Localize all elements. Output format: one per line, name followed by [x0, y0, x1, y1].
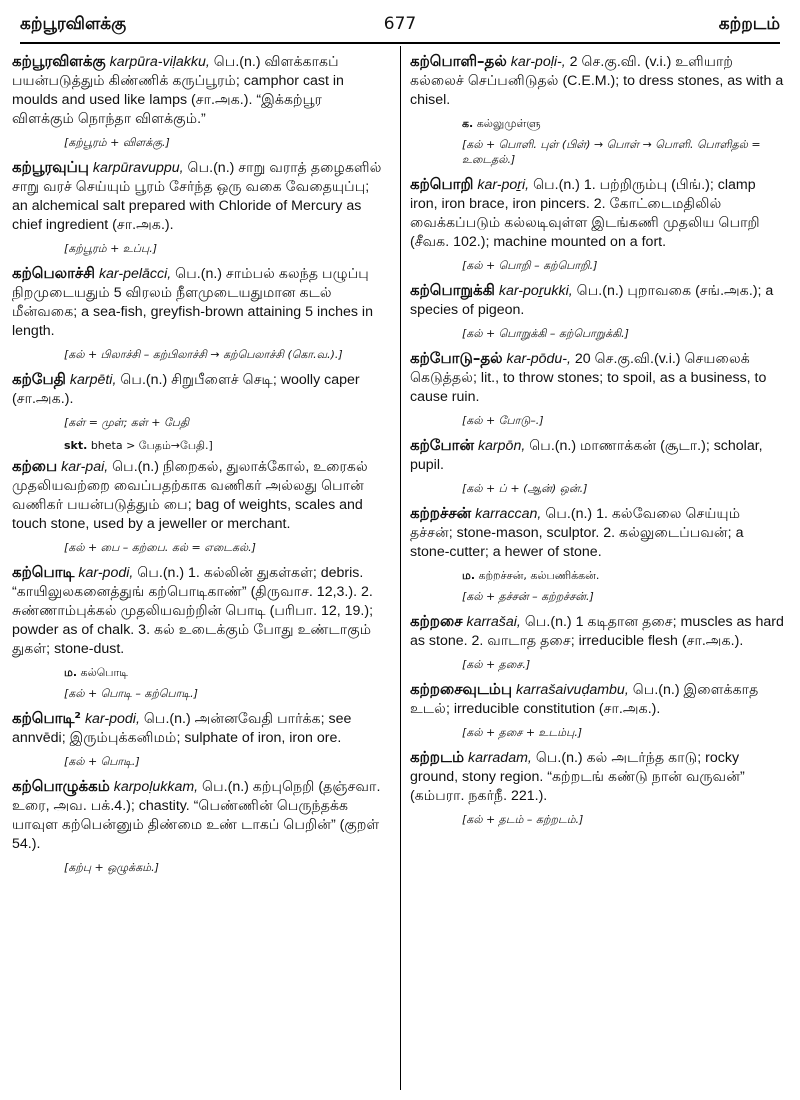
entry-definition: பெ.(n.) கற்புநெறி (தஞ்சவா. உரை, அவ. பக்.4.); chastity. “பெண்ணின் பெருந்தக்க யாவுள கற்பென்னும் திண்மை உண் டாகப் பெறின்” (குறள் 54.).: [12, 779, 381, 852]
entry-transliteration: kar-pōdu-,: [506, 351, 571, 367]
dictionary-entry: [12, 563, 386, 659]
dictionary-entry: [12, 264, 386, 341]
entry-transliteration: karrašai,: [466, 614, 521, 630]
entry-transliteration: kar-pai,: [61, 459, 109, 475]
dictionary-entry: [12, 457, 386, 534]
entry-definition: பெ.(n.) சாறு வராத் தழைகளில் சாறு வரச் செய்யும் பூரம் சேர்ந்த ஒரு வகை வேதையுப்பு; an alchemical salt prepared with Chloride of Mercury as chief ingredient (சா.அக.).: [12, 160, 382, 233]
left-guide-word: கற்பூரவிளக்கு: [20, 14, 127, 34]
entry-definition: பெ.(n.) கல் அடர்ந்த காடு; rocky ground, stony region. “கற்றடங் கண்டு நான் வருவன்” (கம்பரா. நகர்நீ. 221.).: [410, 750, 745, 804]
entry-definition: பெ.(n.) இளைக்காத உடல்; irreducible constitution (சா.அக.).: [410, 682, 759, 717]
language-label: skt.: [64, 439, 88, 452]
entry-definition: பெ.(n.) சிறுபீளைச் செடி; woolly caper (சா.அக.).: [12, 372, 360, 407]
entry-etymology: [கல் + ப் + (ஆன்) ஒன்.]: [462, 482, 588, 495]
language-label: ம.: [64, 666, 78, 679]
entry-cognate-note: [462, 568, 784, 583]
entry-transliteration: kar-poṟi,: [477, 177, 530, 193]
left-column: [12, 52, 386, 883]
entry-transliteration: kar-poṟukki,: [498, 283, 573, 299]
entry-headword: கற்றசைவுடம்பு: [410, 680, 513, 698]
note-text: கல்பொடி: [80, 666, 128, 679]
page-header: [20, 14, 780, 40]
dictionary-entry: [12, 709, 386, 748]
entry-transliteration: kar-podi,: [78, 565, 134, 581]
entry-transliteration: karpūravuppu,: [92, 160, 184, 176]
dictionary-entry: [12, 158, 386, 235]
entry-definition: பெ.(n.) 1. பற்றிரும்பு (பிங்.); clamp iron, iron brace, iron pincers. 2. கோட்டைமதிலில் வைக்கப்படும் கல்லடிவுள்ள இடங்கணி முதலிய பொறி (சீவக. 102.); machine mounted on a fort.: [410, 177, 760, 250]
entry-transliteration: karpēti,: [69, 372, 117, 388]
dictionary-entry: [410, 612, 784, 651]
entry-headword: கற்பொழுக்கம்: [12, 777, 110, 795]
entry-transliteration: kar-pelācci,: [98, 266, 172, 282]
dictionary-entry: [410, 175, 784, 252]
entry-headword: கற்றசை: [410, 612, 463, 630]
entry-definition: பெ.(n.) விளக்காகப் பயன்படுத்தும் கிண்ணிக் கருப்பூரம்; camphor cast in moulds and used like lamps (சா.அக.). “இக்கற்பூர விளக்கும் நொந்தா விளக்கும்.”: [12, 54, 344, 127]
entry-cognate-note: [462, 116, 784, 131]
entry-cognate-note: [64, 438, 386, 453]
entry-etymology: [கல் + பொடி.]: [64, 755, 140, 768]
entry-headword: கற்பொளி–தல்: [410, 52, 507, 70]
note-text: கல்லுமுள்ளு: [476, 117, 541, 130]
entry-headword: கற்பூரவிளக்கு: [12, 52, 106, 70]
entry-etymology: [கல் + பை – கற்பை. கல் = எடைகல்.]: [64, 541, 256, 554]
entry-etymology: [கல் + தச்சன் – கற்றச்சன்.]: [462, 590, 594, 603]
entry-definition: பெ.(n.) நிறைகல், துலாக்கோல், உரைகல் முதலியவற்றை வைப்பதற்காக வணிகர் அல்லது பொன் வணிகர் பயன்படுத்தும் பை; bag of weights, scales and touch stone, used by a jeweller or merchant.: [12, 459, 368, 532]
entry-transliteration: kar-podi,: [84, 711, 140, 727]
entry-definition: 2 செ.கு.வி. (v.i.) உளியாற் கல்லைச் செப்பனிடுதல் (C.E.M.); to dress stones, as with a chisel.: [410, 54, 784, 108]
dictionary-entry: [410, 281, 784, 320]
dictionary-entry: [410, 748, 784, 806]
entry-transliteration: karpoḷukkam,: [113, 779, 199, 795]
entry-etymology: [கல் + பொடி – கற்பொடி.]: [64, 687, 198, 700]
note-text: கற்றச்சன், கல்பணிக்கன்.: [478, 569, 600, 582]
entry-headword: கற்பேதி: [12, 370, 66, 388]
entry-headword: கற்போடு–தல்: [410, 349, 503, 367]
entry-etymology: [கல் + தசை + உடம்பு.]: [462, 726, 583, 739]
right-column: [410, 52, 784, 835]
dictionary-entry: [12, 52, 386, 129]
entry-headword: கற்பொடி²: [12, 709, 81, 727]
entry-headword: கற்பூரவுப்பு: [12, 158, 89, 176]
entry-etymology: [கல் + பொறுக்கி – கற்பொறுக்கி.]: [462, 327, 629, 340]
entry-etymology: [கல் + பிலாச்சி – கற்பிலாச்சி → கற்பெலாச்சி (கொ.வ.).]: [64, 348, 343, 361]
entry-transliteration: karrašaivuḍambu,: [516, 682, 629, 698]
language-label: ம.: [462, 569, 476, 582]
entry-headword: கற்பொடி: [12, 563, 75, 581]
right-guide-word: கற்றடம்: [718, 14, 780, 34]
entry-definition: பெ.(n.) அன்னவேதி பார்க்க; see annvēdi; இரும்புக்கனிமம்; sulphate of iron, iron ore.: [12, 711, 352, 746]
page-number: 677: [383, 14, 417, 34]
entry-headword: கற்பெலாச்சி: [12, 264, 95, 282]
entry-etymology: [கல் + பொளி. புள் (பிள்) → பொள் → பொளி. பொளிதல் = உடைதல்.]: [462, 138, 761, 166]
entry-headword: கற்பை: [12, 457, 58, 475]
dictionary-entry: [410, 349, 784, 407]
entry-definition: பெ.(n.) புறாவகை (சங்.அக.); a species of pigeon.: [410, 283, 774, 318]
entry-definition: பெ.(n.) 1 கடிதான தசை; muscles as hard as stone. 2. வாடாத தசை; irreducible flesh (சா.அக.).: [410, 614, 784, 649]
entry-etymology: [கற்பு + ஒழுக்கம்.]: [64, 861, 159, 874]
header-rule: [20, 42, 780, 44]
entry-definition: பெ.(n.) 1. கல்வேலை செய்யும் தச்சன்; stone-mason, sculptor. 2. கல்லுடைப்பவன்; a stone-cutter; a hewer of stone.: [410, 506, 744, 560]
entry-etymology: [கல் + தடம் – கற்றடம்.]: [462, 813, 584, 826]
entry-definition: 20 செ.கு.வி.(v.i.) செயலைக் கெடுத்தல்; lit., to throw stones; to spoil, as a business, to cause ruin.: [410, 351, 767, 405]
entry-definition: பெ.(n.) 1. கல்லின் துகள்கள்; debris. “காயிலுலகனைத்துங் கற்பொடிகாண்” (திருவாச. 12,3.). 2. சுண்ணாம்புக்கல் முதலியவற்றின் பொடி (பரிபா. 12, 19.); powder as of chalk. 3. கல் உடைக்கும் போது உண்டாகும் துகள்; stone-dust.: [12, 565, 374, 657]
entry-headword: கற்றச்சன்: [410, 504, 472, 522]
entry-definition: பெ.(n.) மாணாக்கன் (சூடா.); scholar, pupil.: [410, 438, 763, 473]
dictionary-entry: [410, 436, 784, 475]
entry-etymology: [கற்பூரம் + விளக்கு.]: [64, 136, 170, 149]
dictionary-entry: [410, 504, 784, 562]
column-divider: [400, 46, 401, 1090]
entry-etymology: [கல் + போடு–.]: [462, 414, 544, 427]
entry-transliteration: karraccan,: [475, 506, 542, 522]
entry-headword: கற்பொறி: [410, 175, 474, 193]
note-text: bheta > பேதம்→பேதி.]: [90, 439, 213, 452]
entry-transliteration: karradam,: [467, 750, 532, 766]
dictionary-entry: [12, 370, 386, 409]
entry-etymology: [கள் = முள்; கள் + பேதி: [64, 416, 189, 429]
entry-etymology: [கல் + தசை.]: [462, 658, 531, 671]
entry-definition: பெ.(n.) சாம்பல் கலந்த பழுப்பு நிறமுடையதும் 5 விரலம் நீளமுடையதுமான கடல் மீன்வகை; a sea-fish, greyfish-brown attaining 5 inches in length.: [12, 266, 373, 339]
dictionary-entry: [12, 777, 386, 854]
entry-etymology: [கல் + பொறி – கற்பொறி.]: [462, 259, 598, 272]
entry-headword: கற்றடம்: [410, 748, 465, 766]
language-label: க.: [462, 117, 474, 130]
entry-headword: கற்போன்: [410, 436, 474, 454]
entry-cognate-note: [64, 665, 386, 680]
entry-transliteration: kar-poḷi-,: [510, 54, 566, 70]
entry-transliteration: karpōn,: [477, 438, 526, 454]
entry-transliteration: karpūra-viḷakku,: [109, 54, 210, 70]
dictionary-entry: [410, 52, 784, 110]
entry-etymology: [கற்பூரம் + உப்பு.]: [64, 242, 158, 255]
entry-headword: கற்பொறுக்கி: [410, 281, 495, 299]
dictionary-entry: [410, 680, 784, 719]
